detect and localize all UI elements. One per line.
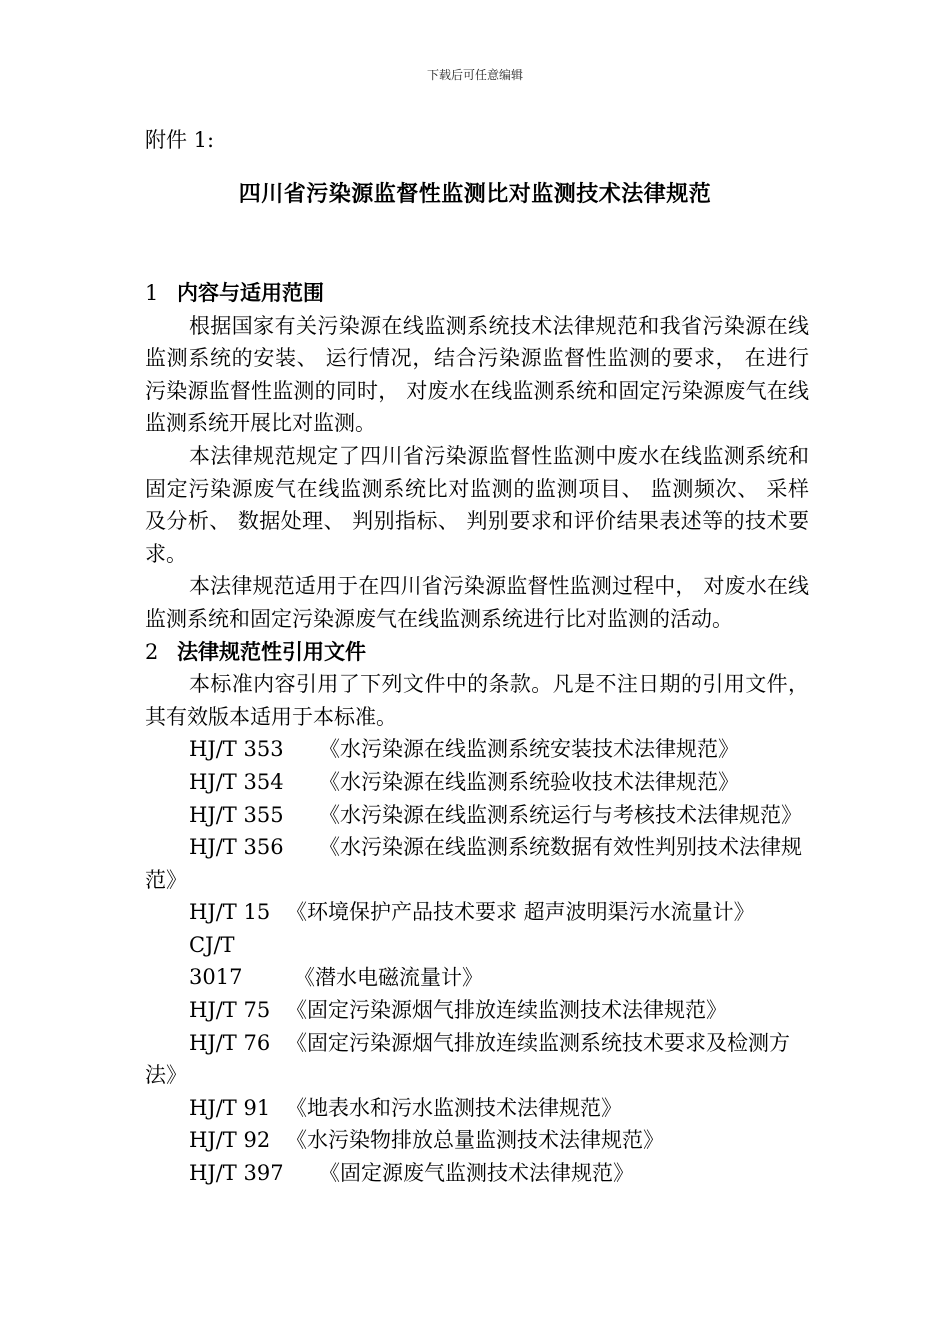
reference-title: 《环境保护产品技术要求 超声波明渠污水流量计》 [286, 900, 755, 925]
paragraph: 根据国家有关污染源在线监测系统技术法律规范和我省污染源在线监测系统的安装、 运行情况，结合污染源监督性监测的要求， 在进行污染源监督性监测的同时， 对废水在线监测系统和固定污染源废气在线监测系统开展比对监测。 [145, 313, 809, 436]
reference-title: 《固定源废气监测技术法律规范》 [319, 1161, 634, 1186]
reference-title: 《水污染源在线监测系统安装技术法律规范》 [319, 737, 739, 762]
reference-code: HJ/T 355 [189, 802, 284, 827]
reference-code: HJ/T 354 [189, 769, 284, 794]
header-note: 下载后可任意编辑 [426, 68, 523, 82]
reference-code: HJ/T 92 [189, 1128, 271, 1153]
reference-item [145, 1124, 809, 1157]
document-title: 四川省污染源监督性监测比对监测技术法律规范 [238, 182, 712, 207]
reference-title: 《潜水电磁流量计》 [294, 965, 483, 990]
paragraph: 本法律规范规定了四川省污染源监督性监测中废水在线监测系统和固定污染源废气在线监测系统比对监测的监测项目、 监测频次、 采样及分析、 数据处理、 判别指标、 判别要求和评价结果表述等的技术要求。 [145, 443, 809, 566]
reference-title: 《水污染源在线监测系统运行与考核技术法律规范》 [319, 802, 802, 827]
section-heading-text: 法律规范性引用文件 [177, 639, 366, 664]
reference-code: CJ/T 3017 [189, 932, 243, 990]
reference-item [145, 733, 809, 766]
paragraph: 本标准内容引用了下列文件中的条款。凡是不注日期的引用文件，其有效版本适用于本标准。 [145, 672, 809, 729]
reference-item [145, 1092, 809, 1125]
reference-item [145, 929, 809, 994]
section-heading-text: 内容与适用范围 [177, 281, 324, 305]
reference-title: 《固定污染源烟气排放连续监测系统技术要求及检测方法》 [145, 1030, 790, 1088]
reference-item [145, 896, 809, 929]
reference-code: HJ/T 353 [189, 737, 284, 762]
reference-title: 《水污染源在线监测系统验收技术法律规范》 [319, 769, 739, 794]
reference-title: 《地表水和污水监测技术法律规范》 [286, 1095, 622, 1120]
section-heading [145, 636, 809, 669]
section-number: 2 [145, 639, 159, 664]
section-number: 1 [145, 281, 159, 305]
attachment-label: 附件 1: [145, 128, 215, 152]
reference-code: HJ/T 15 [189, 900, 271, 925]
reference-item [145, 1157, 809, 1190]
paragraph: 本法律规范适用于在四川省污染源监督性监测过程中， 对废水在线监测系统和固定污染源废气在线监测系统进行比对监测的活动。 [145, 574, 809, 631]
reference-item [145, 766, 809, 799]
reference-item [145, 994, 809, 1027]
reference-code: HJ/T 75 [189, 998, 271, 1023]
reference-title: 《水污染源在线监测系统数据有效性判别技术法律规范》 [145, 835, 802, 892]
reference-item [145, 1027, 809, 1092]
reference-title: 《水污染物排放总量监测技术法律规范》 [286, 1128, 664, 1153]
reference-title: 《固定污染源烟气排放连续监测技术法律规范》 [286, 998, 727, 1023]
reference-item [145, 799, 809, 832]
reference-code: HJ/T 397 [189, 1161, 284, 1186]
reference-code: HJ/T 91 [189, 1095, 271, 1120]
reference-code: HJ/T 356 [189, 835, 284, 860]
section-heading [145, 277, 809, 310]
reference-code: HJ/T 76 [189, 1030, 271, 1055]
reference-item [145, 831, 809, 896]
document-body [145, 277, 809, 1190]
